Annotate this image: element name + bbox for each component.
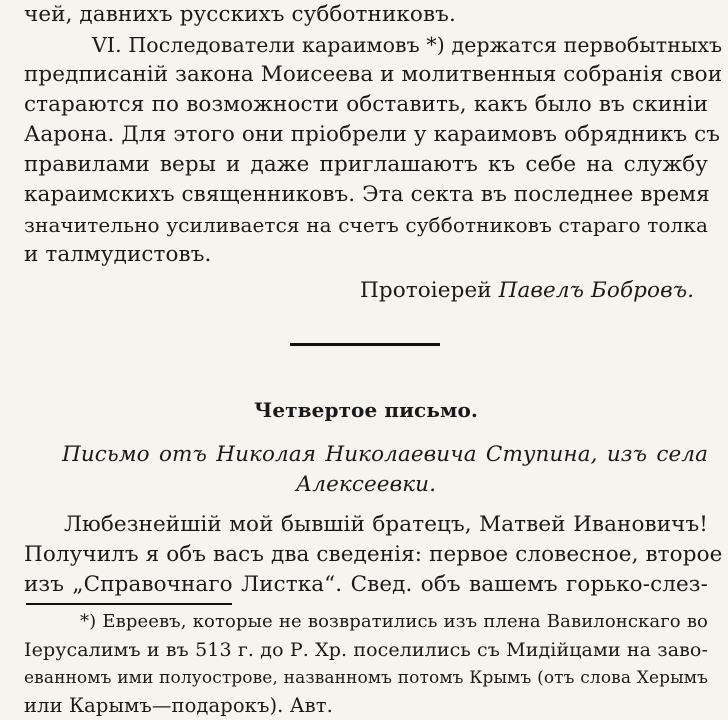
text-line-3: предписаній закона Моисеева и молитвенныя собранія свои xyxy=(24,62,723,87)
letter-line-1: Любезнейшій мой бывшій братецъ, Матвей Ивановичъ! xyxy=(64,512,708,537)
text-line-6: правилами веры и даже приглашаютъ къ себе на службу xyxy=(24,152,708,177)
letter-subtitle-line-1: Письмо отъ Николая Николаевича Ступина, изъ села xyxy=(62,442,708,467)
signature-title: Протоіерей xyxy=(360,278,492,303)
text-line-5: Аарона. Для этого они пріобрели у караимовъ обрядникъ съ xyxy=(24,122,721,147)
letter-heading: Четвертое письмо. xyxy=(253,398,478,422)
text-line-8: значительно усиливается на счетъ субботниковъ стараго толка xyxy=(24,213,708,237)
text-line-1: чей, давнихъ русскихъ субботниковъ. xyxy=(24,2,456,27)
text-line-2: VI. Последователи караимовъ *) держатся первобытныхъ xyxy=(92,33,723,57)
letter-line-3: изъ „Справочнаго Листка“. Свед. объ вашемъ горько-слез- xyxy=(24,572,708,597)
text-line-4: стараются по возможности обставить, какъ было въ скиніи xyxy=(24,92,708,117)
signature xyxy=(360,276,694,306)
footnote-line-2: Іерусалимъ и въ 513 г. до Р. Хр. поселились съ Мидійцами на заво- xyxy=(24,639,708,661)
letter-line-2: Получилъ я объ васъ два сведенія: первое словесное, второе xyxy=(24,542,723,567)
footnote-line-4: или Карымъ—подарокъ). Авт. xyxy=(24,694,333,717)
text-line-9: и талмудистовъ. xyxy=(24,242,212,267)
section-divider xyxy=(290,343,440,346)
signature-name: Павелъ Бобровъ. xyxy=(498,278,695,303)
footnote-divider xyxy=(26,603,232,605)
letter-subtitle-line-2: Алексеевки. xyxy=(295,472,437,497)
footnote-line-1: *) Евреевъ, которые не возвратились изъ плена Вавилонскаго во xyxy=(80,611,708,632)
footnote-line-3: еванномъ ими полуострове, названномъ потомъ Крымъ (отъ слова Херымъ xyxy=(24,668,708,688)
text-line-7: караимскихъ священниковъ. Эта секта въ последнее время xyxy=(24,182,710,207)
